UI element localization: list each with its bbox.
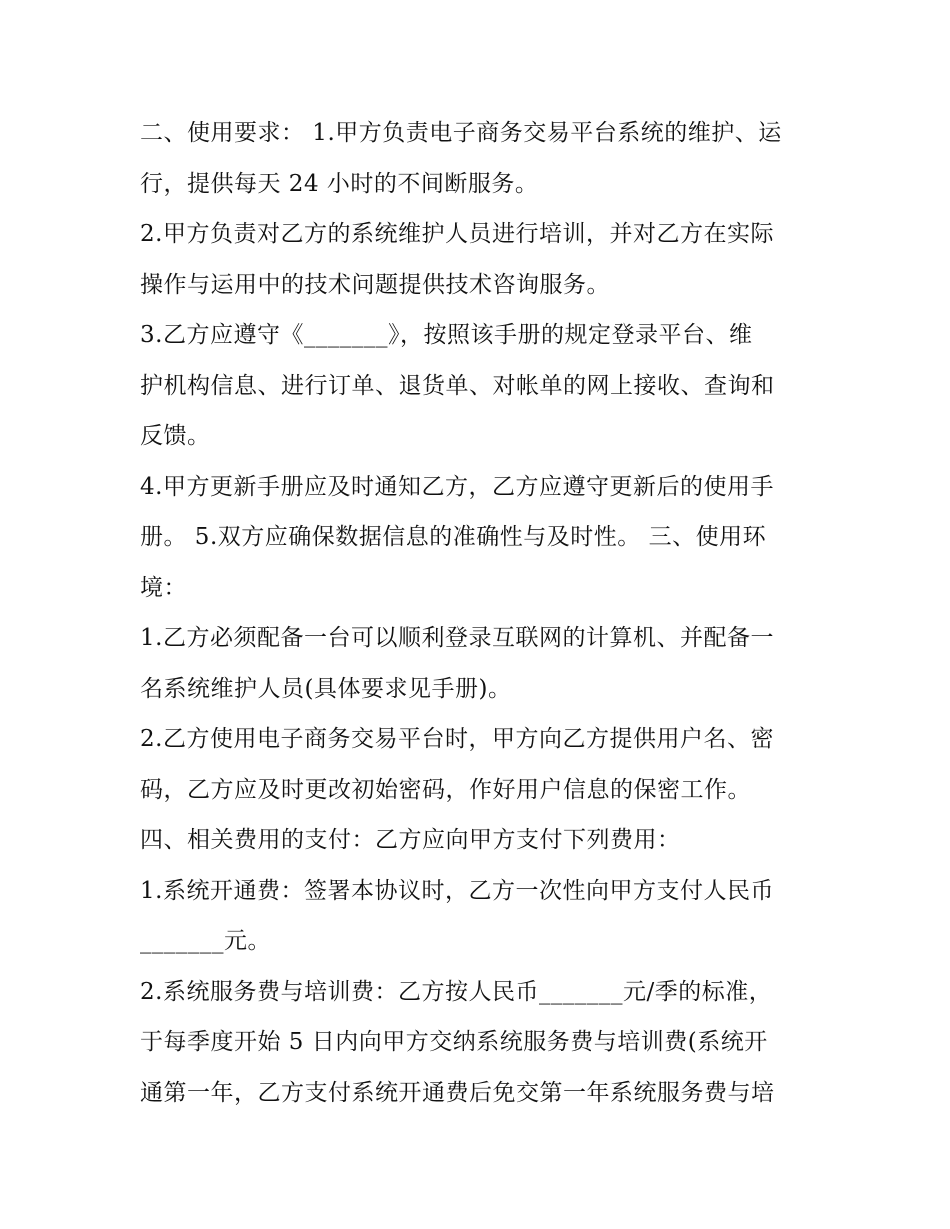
text-line: 护机构信息、进行订单、退货单、对帐单的网上接收、查询和 (140, 372, 775, 399)
text-line: 于每季度开始 5 日内向甲方交纳系统服务费与培训费(系统开 (140, 1029, 768, 1055)
text-line: 1.系统开通费：签署本协议时，乙方一次性向甲方支付人民币 (140, 877, 774, 904)
text-line: 通第一年，乙方支付系统开通费后免交第一年系统服务费与培 (140, 1079, 775, 1106)
text-line: 操作与运用中的技术问题提供技术咨询服务。 (140, 271, 610, 298)
text-line: 2.系统服务费与培训费：乙方按人民币_______元/季的标准， (140, 978, 773, 1005)
text-line: 四、相关费用的支付：乙方应向甲方支付下列费用： (140, 827, 681, 853)
text-line: 册。 5.双方应确保数据信息的准确性与及时性。 三、使用环 (140, 524, 767, 550)
document-body (140, 108, 820, 1118)
text-line: 2.甲方负责对乙方的系统维护人员进行培训，并对乙方在实际 (140, 221, 774, 247)
text-line: 4.甲方更新手册应及时通知乙方，乙方应遵守更新后的使用手 (140, 473, 774, 500)
text-line: 2.乙方使用电子商务交易平台时，甲方向乙方提供用户名、密 (140, 726, 774, 752)
text-line: 反馈。 (140, 423, 211, 449)
text-line: _______元。 (140, 928, 271, 954)
text-line: 1.乙方必须配备一台可以顺利登录互联网的计算机、并配备一 (140, 625, 774, 651)
text-line: 行，提供每天 24 小时的不间断服务。 (140, 170, 539, 197)
text-line: 名系统维护人员(具体要求见手册)。 (140, 675, 512, 702)
text-line: 二、使用要求： 1.甲方负责电子商务交易平台系统的维护、运 (140, 120, 782, 146)
text-line: 码，乙方应及时更改初始密码，作好用户信息的保密工作。 (140, 776, 751, 803)
text-line: 境： (140, 574, 187, 601)
text-line: 3.乙方应遵守《_______》，按照该手册的规定登录平台、维 (140, 322, 753, 348)
